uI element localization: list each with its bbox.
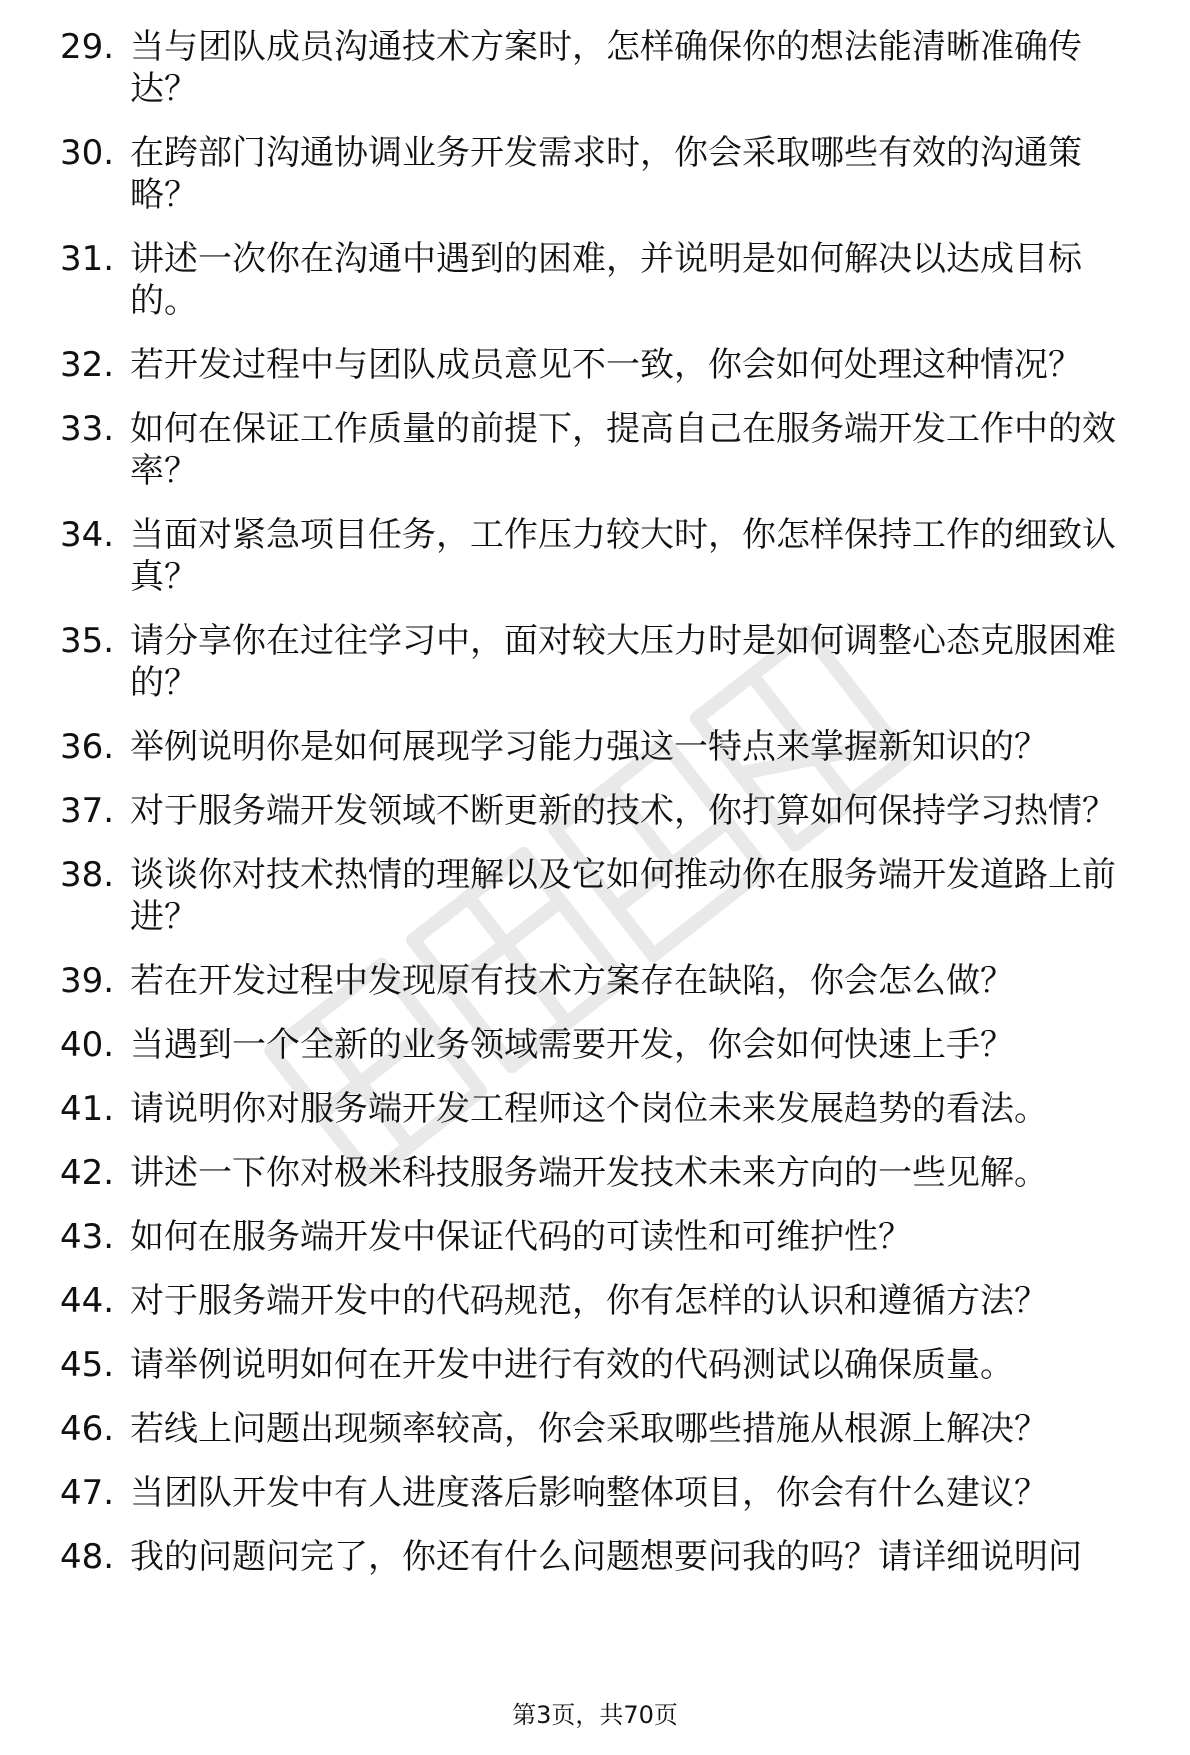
question-text: 对于服务端开发领域不断更新的技术，你打算如何保持学习热情？ [130, 791, 1116, 831]
list-item [0, 960, 1190, 1002]
list-item [0, 1152, 1190, 1194]
question-number: 40. [60, 1025, 115, 1065]
question-text: 当团队开发中有人进度落后影响整体项目，你会有什么建议？ [130, 1473, 1048, 1513]
list-item [0, 1408, 1190, 1450]
list-item [0, 344, 1190, 386]
question-number: 47. [60, 1473, 115, 1513]
question-number: 41. [60, 1089, 115, 1129]
question-text: 如何在保证工作质量的前提下，提高自己在服务端开发工作中的效率？ [130, 409, 1116, 491]
list-item [0, 132, 1190, 216]
question-number: 46. [60, 1409, 115, 1449]
list-item [0, 26, 1190, 110]
question-number: 42. [60, 1153, 115, 1193]
question-number: 37. [60, 791, 115, 831]
question-number: 38. [60, 855, 115, 895]
question-number: 30. [60, 133, 115, 173]
list-item [0, 620, 1190, 704]
list-item [0, 1088, 1190, 1130]
list-item [0, 1344, 1190, 1386]
question-number: 29. [60, 27, 115, 67]
list-item [0, 238, 1190, 322]
question-text: 请说明你对服务端开发工程师这个岗位未来发展趋势的看法。 [130, 1089, 1048, 1129]
question-number: 43. [60, 1217, 115, 1257]
question-list [0, 26, 1190, 1600]
question-number: 36. [60, 727, 115, 767]
question-number: 48. [60, 1537, 115, 1577]
list-item [0, 1216, 1190, 1258]
question-number: 31. [60, 239, 115, 279]
list-item [0, 854, 1190, 938]
question-text: 讲述一下你对极米科技服务端开发技术未来方向的一些见解。 [130, 1153, 1048, 1193]
list-item [0, 1024, 1190, 1066]
question-text: 当面对紧急项目任务，工作压力较大时，你怎样保持工作的细致认真？ [130, 515, 1116, 597]
list-item [0, 1472, 1190, 1514]
question-number: 44. [60, 1281, 115, 1321]
question-number: 32. [60, 345, 115, 385]
question-number: 35. [60, 621, 115, 661]
question-text: 举例说明你是如何展现学习能力强这一特点来掌握新知识的？ [130, 727, 1048, 767]
question-text: 谈谈你对技术热情的理解以及它如何推动你在服务端开发道路上前进？ [130, 855, 1116, 937]
question-number: 39. [60, 961, 115, 1001]
question-text: 当与团队成员沟通技术方案时，怎样确保你的想法能清晰准确传达？ [130, 27, 1082, 109]
question-text: 若在开发过程中发现原有技术方案存在缺陷，你会怎么做？ [130, 961, 1014, 1001]
question-text: 若开发过程中与团队成员意见不一致，你会如何处理这种情况？ [130, 345, 1082, 385]
question-text: 在跨部门沟通协调业务开发需求时，你会采取哪些有效的沟通策略？ [130, 133, 1082, 215]
question-text: 如何在服务端开发中保证代码的可读性和可维护性？ [130, 1217, 912, 1257]
question-number: 45. [60, 1345, 115, 1385]
list-item [0, 790, 1190, 832]
question-text: 请分享你在过往学习中，面对较大压力时是如何调整心态克服困难的？ [130, 621, 1116, 703]
question-text: 我的问题问完了，你还有什么问题想要问我的吗？请详细说明问 [130, 1537, 1082, 1577]
list-item [0, 408, 1190, 492]
list-item [0, 514, 1190, 598]
question-text: 若线上问题出现频率较高，你会采取哪些措施从根源上解决？ [130, 1409, 1048, 1449]
question-number: 33. [60, 409, 115, 449]
list-item [0, 1280, 1190, 1322]
question-number: 34. [60, 515, 115, 555]
list-item [0, 1536, 1190, 1578]
question-text: 请举例说明如何在开发中进行有效的代码测试以确保质量。 [130, 1345, 1014, 1385]
page-number: 第3页，共70页 [512, 1701, 678, 1729]
question-text: 对于服务端开发中的代码规范，你有怎样的认识和遵循方法？ [130, 1281, 1048, 1321]
question-text: 当遇到一个全新的业务领域需要开发，你会如何快速上手？ [130, 1025, 1014, 1065]
list-item [0, 726, 1190, 768]
question-text: 讲述一次你在沟通中遇到的困难，并说明是如何解决以达成目标的。 [130, 239, 1082, 321]
